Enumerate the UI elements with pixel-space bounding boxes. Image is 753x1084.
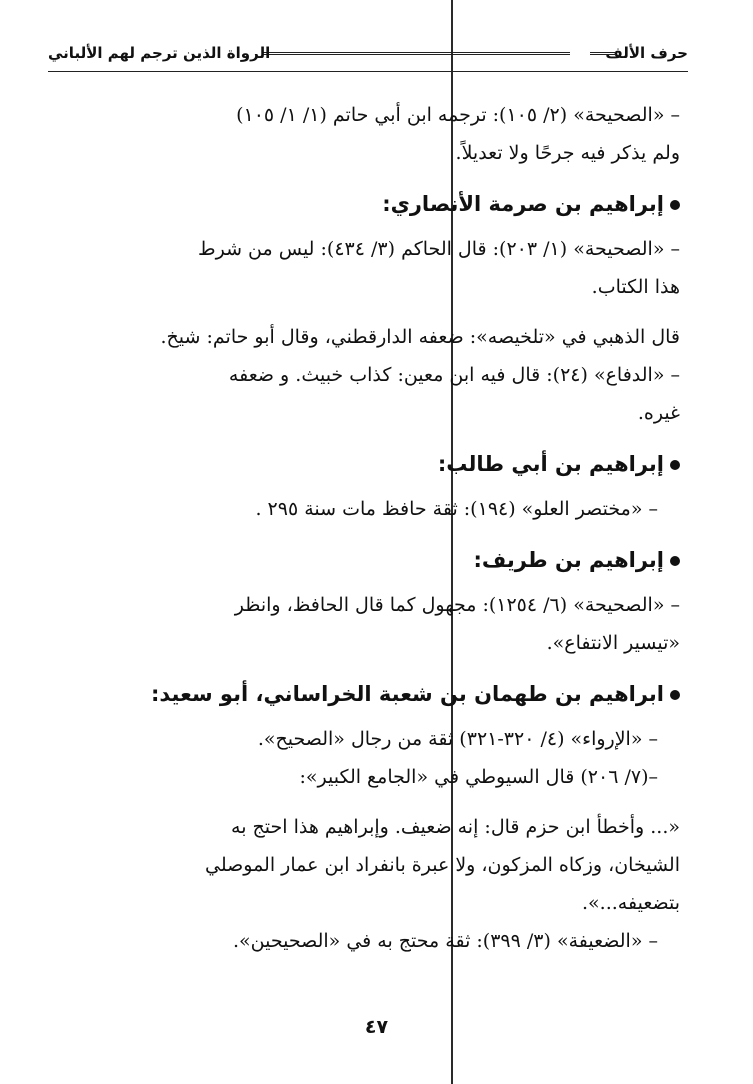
chapter-title: حرف الألف [605,44,688,62]
text-line: – «مختصر العلو» (١٩٤): ثقة حافظ مات سنة ٢٩٥ . [255,498,658,520]
header-ornament [262,52,570,55]
text-line: – «الدفاع» (٢٤): قال فيه ابن معين: كذاب خبيث. و ضعفه [228,364,680,386]
book-title: الرواة الذين ترجم لهم الألباني [48,44,271,62]
bullet-icon [670,460,680,470]
text-line: – «الإرواء» (٤/ ٣٢٠-٣٢١) ثقة من رجال «الصحيح». [257,728,658,750]
bullet-icon [670,690,680,700]
text-line: – «الصحيحة» (٢/ ١٠٥): ترجمه ابن أبي حاتم (١/ ١/ ١٠٥) [236,104,680,126]
text-line: –(٧/ ٢٠٦) قال السيوطي في «الجامع الكبير»: [299,766,658,788]
bullet-icon [670,200,680,210]
narrator-heading: إبراهيم بن أبي طالب: [68,444,680,484]
running-header [48,44,688,74]
text-line: «... وأخطأ ابن حزم قال: إنه ضعيف. وإبراهيم هذا احتج به [231,816,680,838]
page-number: ٤٧ [364,1016,389,1038]
text-line: قال الذهبي في «تلخيصه»: ضعفه الدارقطني، وقال أبو حاتم: شيخ. [160,326,680,348]
entry-continuation [68,96,680,172]
narrator-heading: ابراهيم بن طهمان بن شعبة الخراساني، أبو سعيد: [68,674,680,714]
text-line: الشيخان، وزكاه المزكون، ولا عبرة بانفراد ابن عمار الموصلي [205,854,680,876]
bullet-icon [670,556,680,566]
text-line: غيره. [637,402,680,424]
text-line: «تيسير الانتفاع». [546,632,680,654]
text-line: ولم يذكر فيه جرحًا ولا تعديلاً. [455,142,680,164]
text-line: هذا الكتاب. [591,276,680,298]
narrator-heading: إبراهيم بن صرمة الأنصاري: [68,184,680,224]
narrator-entry [68,540,680,662]
text-line: – «الضعيفة» (٣/ ٣٩٩): ثقة محتج به في «الصحيحين». [232,930,658,952]
page-body [68,96,680,960]
header-rule [48,71,688,72]
header-ornament [590,52,616,55]
narrator-entry [68,444,680,528]
text-line: – «الصحيحة» (١/ ٢٠٣): قال الحاكم (٣/ ٤٣٤): ليس من شرط [198,238,680,260]
narrator-entry [68,674,680,960]
text-line: – «الصحيحة» (٦/ ١٢٥٤): مجهول كما قال الحافظ، وانظر [234,594,680,616]
text-line: بتضعيفه...». [582,892,680,914]
narrator-heading: إبراهيم بن طريف: [68,540,680,580]
narrator-entry [68,184,680,432]
